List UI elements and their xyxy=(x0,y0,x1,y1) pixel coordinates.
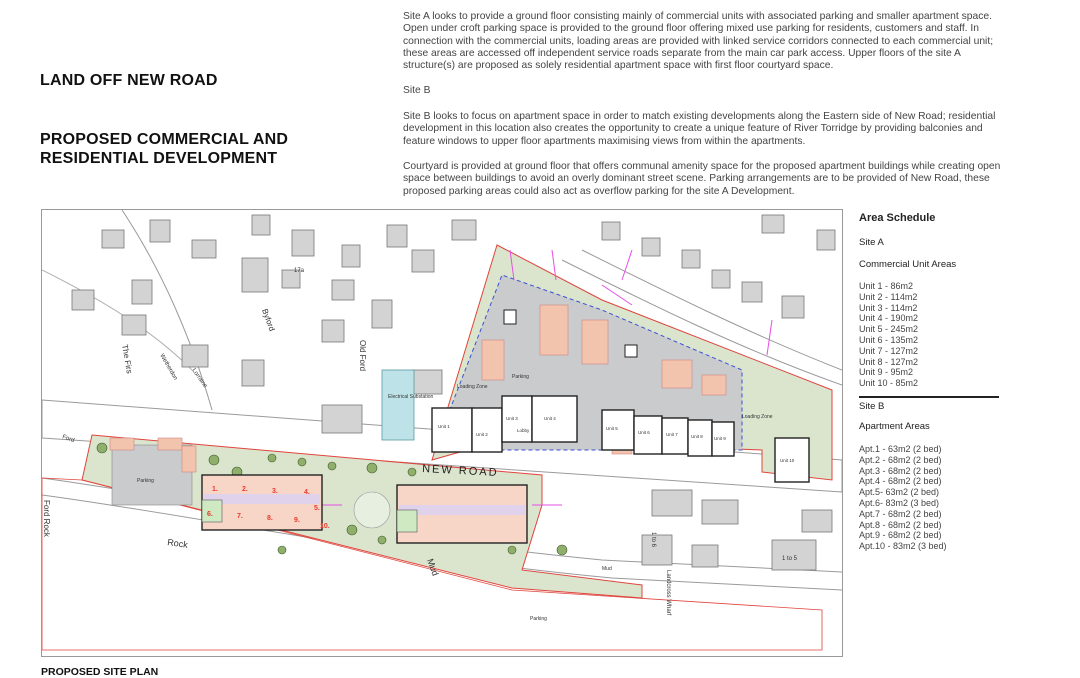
apt-number: 3. xyxy=(272,488,278,495)
apartment-item: Apt.6- 83m2 (3 bed) xyxy=(859,497,940,508)
lorraine-label: Lorraine xyxy=(190,367,208,390)
development-title: PROPOSED COMMERCIAL AND RESIDENTIAL DEVELOPMENT xyxy=(40,131,289,167)
bin-store xyxy=(504,310,516,324)
commercial-unit-item: Unit 9 - 95m2 xyxy=(859,367,914,378)
commercial-unit-item: Unit 6 - 135m2 xyxy=(859,334,919,345)
apartment-item: Apt.4 - 68m2 (2 bed) xyxy=(859,476,942,487)
apt-number: 10. xyxy=(320,523,330,530)
mud-lane-label: Mud xyxy=(602,566,612,572)
site-a-description: Site A looks to provide a ground floor consisting mainly of commercial units with associated parking and smaller apartment space. Open under croft parking space is provided to the ground floor offering mixed use parking for residents, customers and staff. In connection with the commercial units, loading areas are provided with linked service corridors connected to each commercial unit; these areas are accessed off independent service roads separate from the main car park access. Upper floors of the site A structure(s) are proposed as solely residential apartment space with first floor courtyard space. xyxy=(403,11,994,72)
apartment-item: Apt.7 - 68m2 (2 bed) xyxy=(859,508,942,519)
apartment-item: Apt.10 - 83m2 (3 bed) xyxy=(859,541,947,552)
kiosk xyxy=(625,345,637,357)
side-lane xyxy=(42,270,192,370)
apt-number: 2. xyxy=(242,486,248,493)
site-a-parking-label: Parking xyxy=(512,374,529,380)
courtyard-circle xyxy=(354,492,390,528)
apartment-heading: Apartment Areas xyxy=(859,421,930,432)
apt-number: 5. xyxy=(314,505,320,512)
ford-label: Ford xyxy=(61,434,75,445)
site-b-heading: Site B xyxy=(403,85,431,96)
byford-label: Byford xyxy=(260,307,277,333)
apt-number: 1. xyxy=(212,486,218,493)
apartment-item: Apt.5- 63m2 (2 bed) xyxy=(859,487,940,498)
commercial-unit-item: Unit 4 - 190m2 xyxy=(859,313,919,324)
substation-label: Electrical Substation xyxy=(388,394,434,400)
apartment-item: Apt.3 - 68m2 (2 bed) xyxy=(859,465,942,476)
apt-number: 8. xyxy=(267,515,273,522)
apt-number: 9. xyxy=(294,517,300,524)
site-b-parking-label: Parking xyxy=(137,478,154,484)
new-road-label: NEW ROAD xyxy=(421,463,499,479)
apt-number: 7. xyxy=(237,513,243,520)
area-schedule-title: Area Schedule xyxy=(859,212,936,224)
lobby-label: Lobby xyxy=(517,428,530,433)
loading-zone-west: Loading Zone xyxy=(457,384,488,390)
commercial-unit-item: Unit 7 - 127m2 xyxy=(859,345,919,356)
commercial-unit-item: Unit 2 - 114m2 xyxy=(859,291,918,302)
unit-6-label: Unit 6 xyxy=(638,430,650,435)
lower-parking-label: Parking xyxy=(530,616,547,622)
apartment-item: Apt.8 - 68m2 (2 bed) xyxy=(859,519,942,530)
site-plan xyxy=(41,209,843,657)
commercial-unit-item: Unit 1 - 86m2 xyxy=(859,281,914,291)
wetherdon-label: Wetherdon xyxy=(158,353,179,382)
plan-caption: PROPOSED SITE PLAN xyxy=(41,666,159,678)
apartment-item: Apt.9 - 68m2 (2 bed) xyxy=(859,530,942,541)
unit-7-label: Unit 7 xyxy=(666,432,678,437)
unit-2-label: Unit 2 xyxy=(476,432,488,437)
landcross-label: Landcross Wharf xyxy=(665,570,671,616)
commercial-unit-item: Unit 10 - 85m2 xyxy=(859,378,919,389)
old-ford-label: Old Ford xyxy=(358,340,367,372)
apartment-list xyxy=(859,444,947,552)
commercial-unit-heading: Commercial Unit Areas xyxy=(859,259,957,270)
site-a-label: Site A xyxy=(859,237,884,248)
apt-number: 4. xyxy=(304,489,310,496)
ford-rock-label: Ford Rock xyxy=(42,500,51,537)
site-b-label: Site B xyxy=(859,401,885,412)
unit-8-label: Unit 8 xyxy=(691,434,703,439)
commercial-unit-item: Unit 3 - 114m2 xyxy=(859,302,918,313)
site-title: LAND OFF NEW ROAD xyxy=(40,72,218,89)
mud-road-label: Mud xyxy=(425,557,441,578)
number-1-to-6: 1 to 6 xyxy=(650,532,656,548)
commercial-unit-list xyxy=(859,281,918,389)
water-feature xyxy=(382,370,414,440)
loading-zone-east: Loading Zone xyxy=(742,414,773,420)
courtyard-description: Courtyard is provided at ground floor that offers communal amenity space for the proposed apartment buildings while creating open space between buildings to avoid an overly dominant street scene. Parking arrangements are to be provided of New Road, these proposed parking areas could also act as overflow parking for the site A Development. xyxy=(403,161,1001,197)
site-b-parking xyxy=(112,445,192,505)
site-plan-drawing xyxy=(42,210,842,656)
unit-5-label: Unit 5 xyxy=(606,426,618,431)
the-firs-label: The Firs xyxy=(120,343,134,375)
unit-3-label: Unit 3 xyxy=(506,416,518,421)
unit-1-label: Unit 1 xyxy=(438,424,450,429)
existing-building xyxy=(102,230,124,248)
number-17a: 17a xyxy=(294,268,305,274)
schedule-divider xyxy=(859,396,999,398)
unit-10-label: Unit 10 xyxy=(780,458,795,463)
apartment-item: Apt.2 - 68m2 (2 bed) xyxy=(859,454,942,465)
commercial-unit-item: Unit 5 - 245m2 xyxy=(859,324,919,335)
apt-number: 6. xyxy=(207,511,213,518)
unit-9-label: Unit 9 xyxy=(714,436,726,441)
commercial-unit-item: Unit 8 - 127m2 xyxy=(859,356,919,367)
number-1-to-5: 1 to 5 xyxy=(782,556,798,562)
unit-6 xyxy=(634,416,662,454)
unit-2 xyxy=(472,408,502,452)
site-b-description: Site B looks to focus on apartment space in order to match existing developments along the Eastern side of New Road; residential development in this location also creates the opportunity to create a unique feature of River Torridge by providing balconies and feature windows to upper floor apartments maximising views from within the apartments. xyxy=(403,111,996,147)
unit-1 xyxy=(432,408,472,452)
rock-road-label: Rock xyxy=(166,537,189,550)
lawn-east xyxy=(397,510,417,532)
apartment-item: Apt.1 - 63m2 (2 bed) xyxy=(859,444,942,454)
parking-bay xyxy=(482,340,504,380)
unit-4-label: Unit 4 xyxy=(544,416,556,421)
